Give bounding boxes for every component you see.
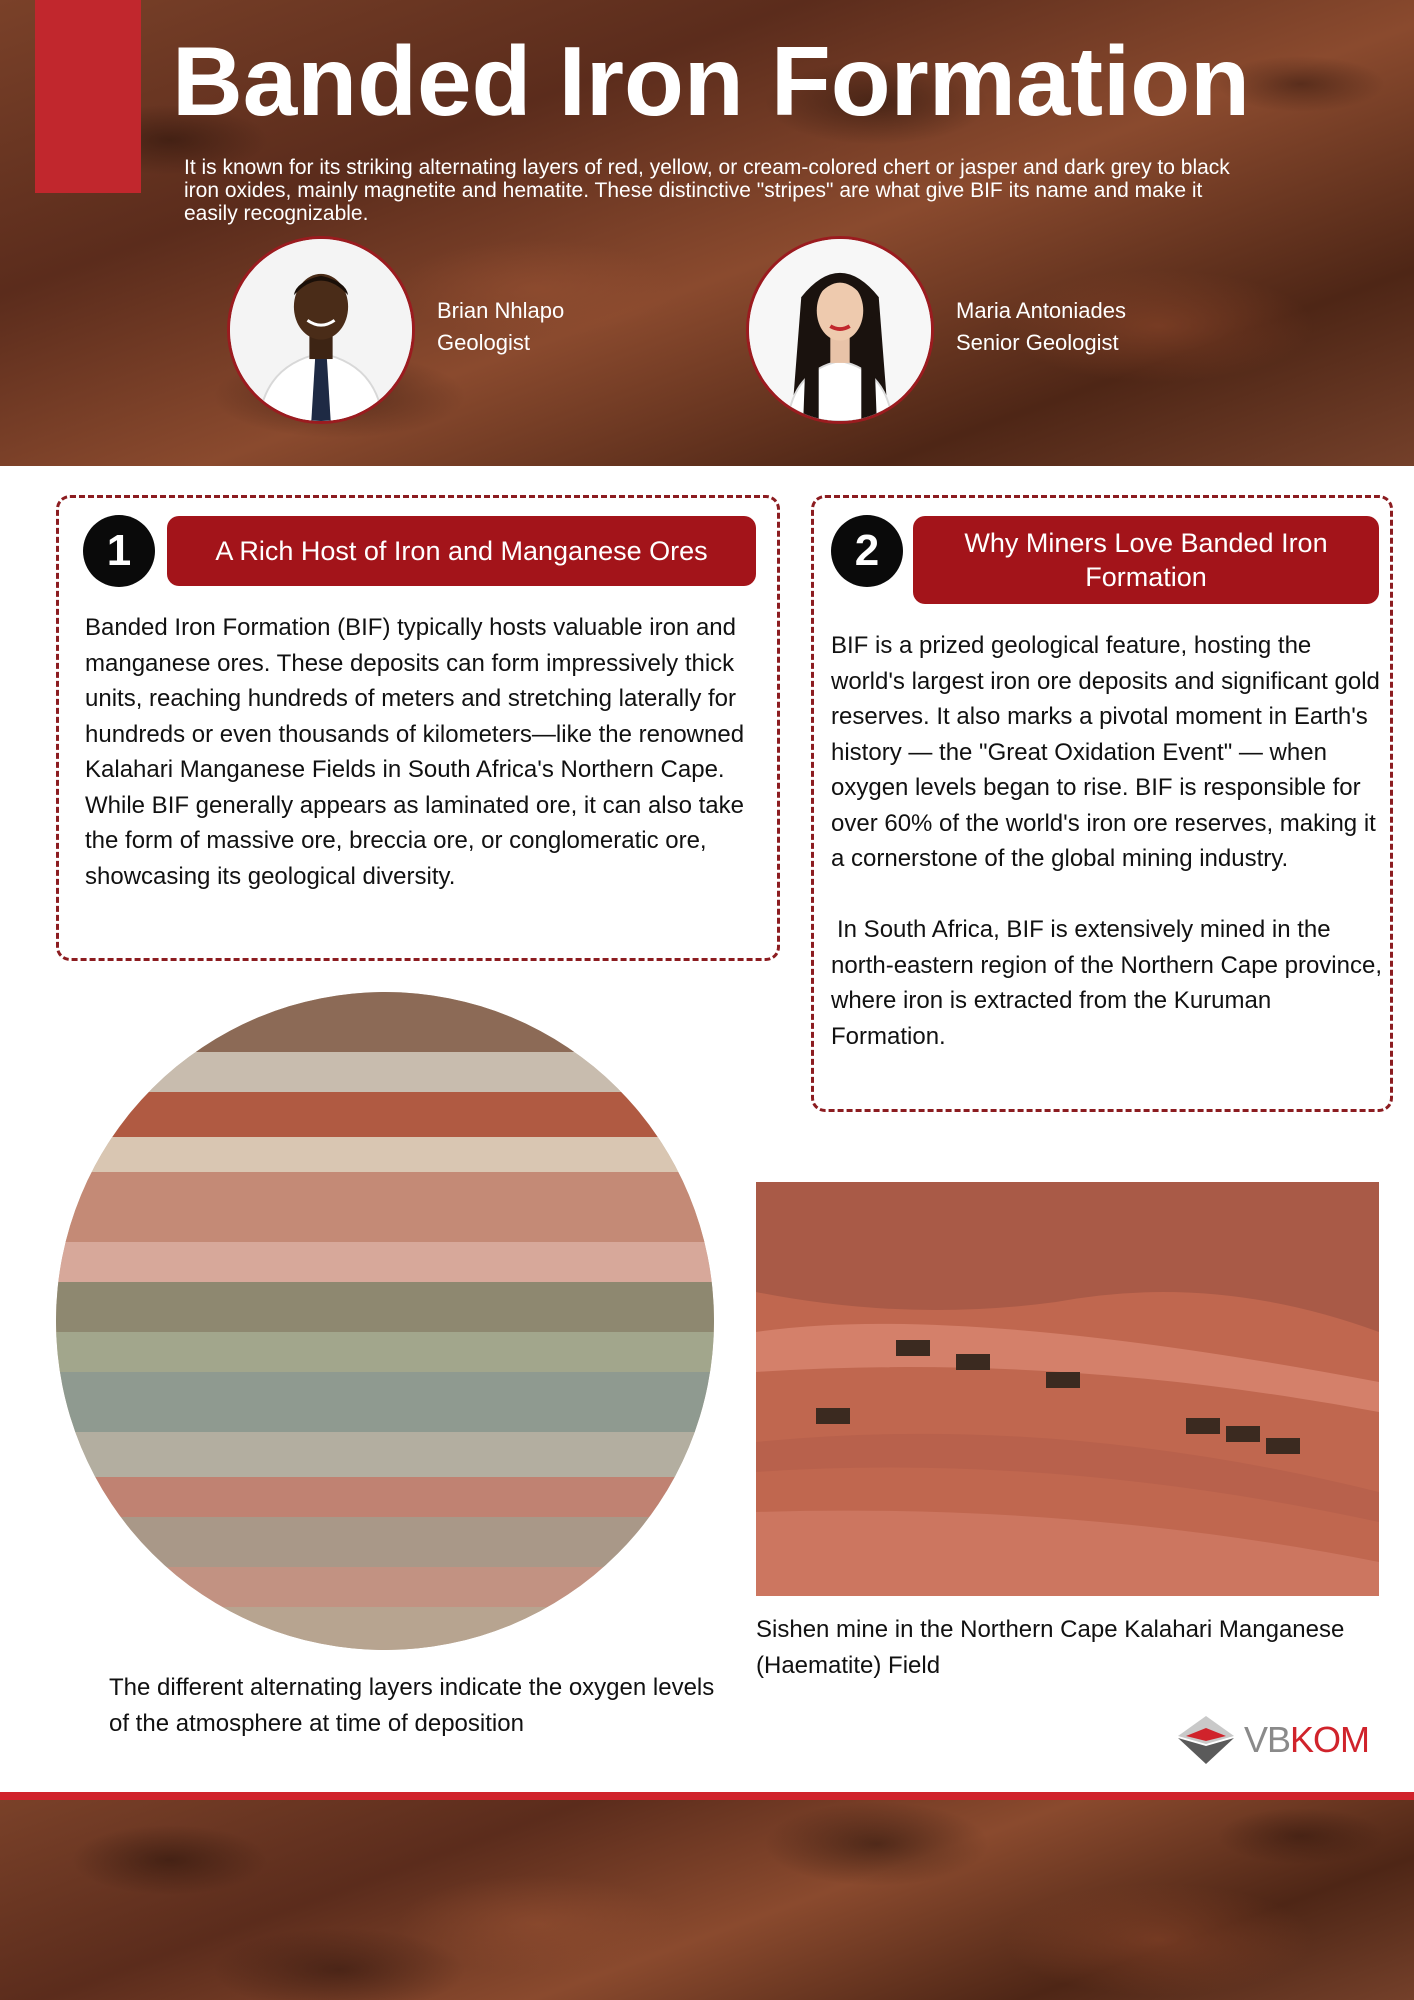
page-title: Banded Iron Formation xyxy=(172,26,1250,136)
mine-caption: Sishen mine in the Northern Cape Kalahari Manganese (Haematite) Field xyxy=(756,1616,1345,1679)
diamond-logo-icon xyxy=(1176,1714,1236,1766)
rock-layers-image xyxy=(56,992,714,1650)
section-heading: A Rich Host of Iron and Manganese Ores xyxy=(167,516,756,586)
person-role: Senior Geologist xyxy=(956,330,1119,355)
logo-wordmark: VBKOM xyxy=(1244,1719,1370,1760)
section-body xyxy=(85,610,765,894)
person-name: Brian Nhlapo xyxy=(437,298,565,323)
section-heading: Why Miners Love Banded Iron Formation xyxy=(913,516,1379,604)
person-female-icon xyxy=(749,239,931,421)
person-card-brian xyxy=(437,295,564,359)
person-male-icon xyxy=(230,239,412,421)
layers-caption: The different alternating layers indicate the oxygen levels of the atmosphere at time of deposition xyxy=(109,1674,715,1737)
vbkom-logo xyxy=(1176,1713,1388,1767)
avatar-brian xyxy=(227,236,415,424)
section-number: 2 xyxy=(831,515,903,587)
intro-text: It is known for its striking alternating layers of red, yellow, or cream-colored chert or jasper and dark grey to black iron oxides, mainly magnetite and hematite. These distinctive "stripes" are what give BIF its name and make it easily recognizable. xyxy=(184,156,1230,225)
avatar-maria xyxy=(746,236,934,424)
paragraph: While BIF generally appears as laminated ore, it can also take the form of massive ore, breccia ore, or conglomeratic ore, showcasing its geological diversity. xyxy=(85,791,745,890)
paragraph: Banded Iron Formation (BIF) typically hosts valuable iron and manganese ores. These deposits can form impressively thick units, reaching hundreds of meters and stretching laterally for hundreds or even thousands of kilometers—like the renowned Kalahari Manganese Fields in South Africa's Northern Cape. xyxy=(85,614,745,783)
mine-image xyxy=(756,1182,1379,1596)
person-name: Maria Antoniades xyxy=(956,298,1126,323)
section-1-panel xyxy=(56,495,780,961)
section-body xyxy=(831,628,1383,1054)
footer-divider xyxy=(0,1792,1414,1800)
section-number: 1 xyxy=(83,515,155,587)
person-card-maria xyxy=(956,295,1126,359)
header-banner xyxy=(0,0,1414,466)
red-accent-block xyxy=(35,0,141,193)
paragraph: BIF is a prized geological feature, hosting the world's largest iron ore deposits and significant gold reserves. It also marks a pivotal moment in Earth's history — the "Great Oxidation Event" — when oxygen levels began to rise. BIF is responsible for over 60% of the world's iron ore reserves, making it a cornerstone of the global mining industry. xyxy=(831,632,1380,872)
rock-layers-photo xyxy=(56,992,714,1650)
section-2-panel xyxy=(811,495,1393,1112)
footer-banner xyxy=(0,1800,1414,2000)
person-role: Geologist xyxy=(437,330,530,355)
sishen-mine-photo xyxy=(756,1182,1379,1596)
paragraph: In South Africa, BIF is extensively mined in the north-eastern region of the Northern Cape province, where iron is extracted from the Kuruman Formation. xyxy=(831,916,1382,1050)
